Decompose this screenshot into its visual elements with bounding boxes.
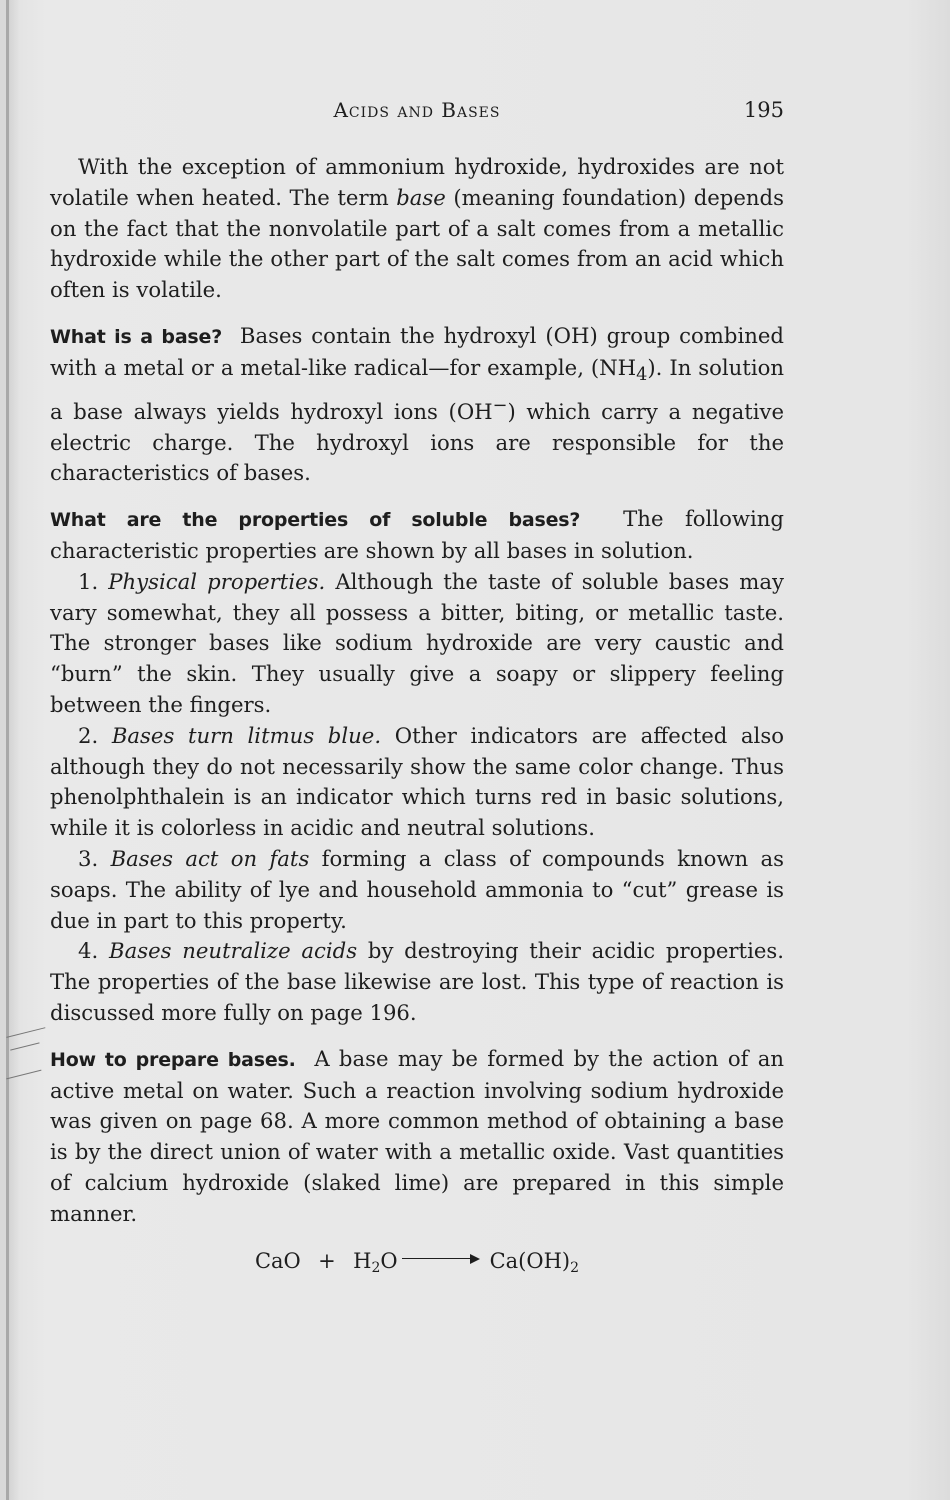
pencil-mark	[6, 1070, 41, 1081]
property-title: Bases act on fats	[110, 846, 310, 872]
property-title: Bases neutralize acids	[109, 938, 358, 964]
property-title: Bases turn litmus blue.	[111, 722, 382, 748]
property-item	[50, 844, 784, 936]
book-page	[6, 0, 950, 1500]
property-number: 2.	[78, 722, 99, 748]
yields-arrow-icon	[402, 1254, 480, 1264]
properties-intro: The following characteristic properties are shown by all bases in solution.	[50, 506, 784, 564]
intro-text-after: (meaning foundation) depends on the fact that the nonvolatile part of a salt comes from a metallic hydroxide while the other part of the salt comes from an acid which often is volatile.	[50, 184, 784, 303]
prepare-text: A base may be formed by the action of an active metal on water. Such a reaction involving sodium hydroxide was given on page 68. A more common method of obtaining a base is by the direct union of water with a metallic oxide. Vast quantities of calcium hydroxide (slaked lime) are prepared in this simple manner.	[50, 1045, 784, 1226]
running-title: Acids and Bases	[333, 98, 501, 122]
property-number: 3.	[78, 846, 99, 872]
formula-subscript: 4	[636, 365, 648, 386]
property-item	[50, 721, 784, 844]
property-text: forming a class of compounds known as soaps. The ability of lye and household ammonia to “cut” grease is due in part to this property.	[50, 846, 784, 933]
property-number: 1.	[78, 568, 99, 594]
equation-reactant-2: $H_2O$	[353, 1248, 398, 1276]
section-heading: What is a base?	[50, 325, 223, 348]
page-header	[50, 98, 784, 128]
page-number: 195	[743, 98, 784, 122]
base-text-3: ) which carry a negative electric charge. The hydroxyl ions are responsible for the characteristics of bases.	[50, 398, 784, 486]
pencil-mark	[6, 1027, 45, 1039]
page-body	[50, 152, 784, 1283]
properties-paragraph	[50, 504, 784, 567]
property-item	[50, 567, 784, 721]
prepare-paragraph	[50, 1044, 784, 1230]
section-heading: What are the properties of soluble bases?	[50, 509, 581, 532]
what-is-base-paragraph	[50, 321, 784, 489]
intro-term: base	[396, 184, 446, 210]
base-text: Bases contain the hydroxyl (OH) group combined with a metal or a metal-like radical—for example, (NH	[50, 322, 784, 380]
section-heading: How to prepare bases.	[50, 1048, 296, 1071]
property-number: 4.	[78, 938, 99, 964]
pencil-mark	[10, 1042, 40, 1051]
property-item	[50, 936, 784, 1028]
equation-plus: +	[318, 1248, 336, 1273]
base-text-2: ). In solution a base always yields hydroxyl ions (OH	[50, 354, 785, 424]
equation-reactant-1: CaO	[254, 1248, 301, 1273]
property-text: Other indicators are affected also although they do not necessarily show the same color change. Thus phenolphthalein is an indicator which turns red in basic solutions, while it is colorless in acidic and neutral solutions.	[50, 722, 784, 841]
intro-text: With the exception of ammonium hydroxide, hydroxides are not volatile when heated. The term	[50, 154, 784, 210]
intro-paragraph	[50, 152, 784, 306]
equation-product: $Ca(OH)_2$	[489, 1248, 580, 1276]
property-text: by destroying their acidic properties. The properties of the base likewise are lost. This type of reaction is discussed more fully on page 196.	[50, 938, 784, 1026]
chemical-equation	[50, 1246, 784, 1284]
ion-charge: −	[492, 395, 508, 416]
property-text: Although the taste of soluble bases may vary somewhat, they all possess a bitter, biting, or metallic taste. The stronger bases like sodium hydroxide are very caustic and “burn” the skin. They usually give a soapy or slippery feeling between the fingers.	[50, 568, 784, 718]
property-title: Physical properties.	[108, 568, 326, 594]
